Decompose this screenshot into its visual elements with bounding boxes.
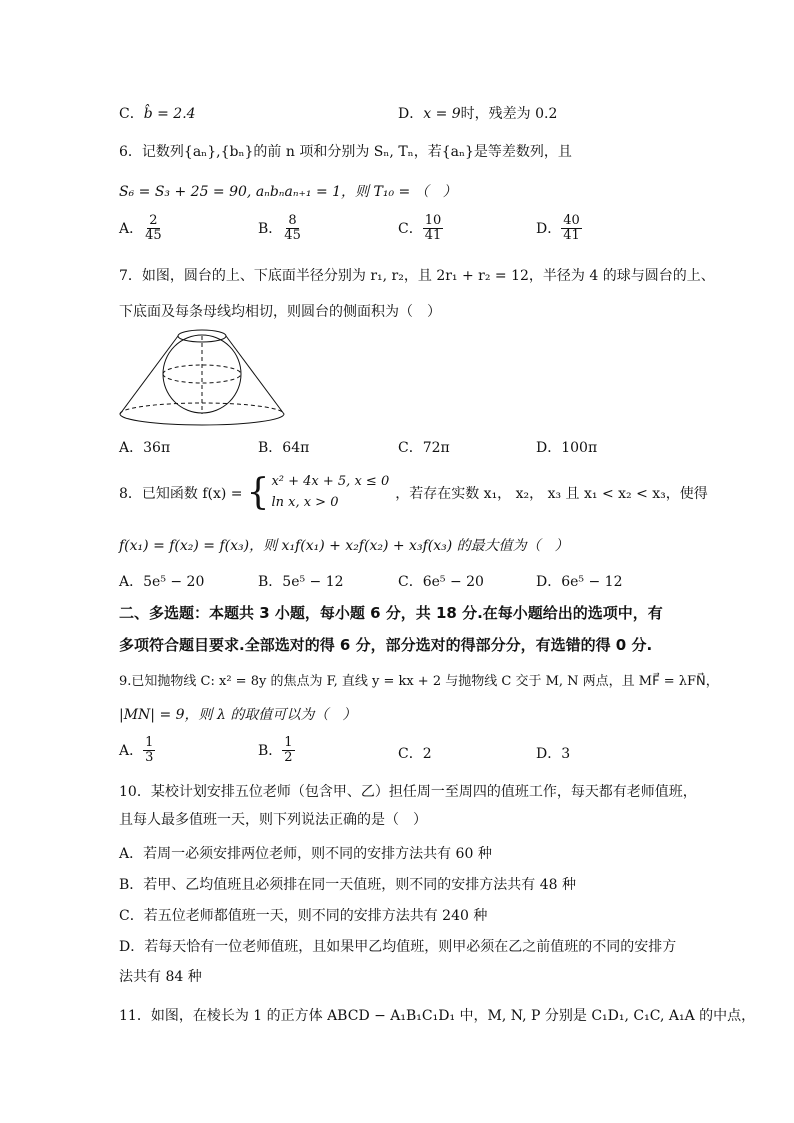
frustum-figure <box>114 324 290 428</box>
q7-option-b: B．64π <box>258 440 310 456</box>
q9-stem-line1: 9.已知抛物线 C: x² = 8y 的焦点为 F, 直线 y = kx + 2 与抛物线 C 交于 M, N 两点，且 MF⃗ = λFN⃗， <box>119 674 719 689</box>
piecewise-brace: { <box>246 471 270 513</box>
q9-option-d: D．3 <box>536 746 571 762</box>
q8-option-d: D．6e⁵ − 12 <box>536 574 623 590</box>
q11-stem: 11．如图，在棱长为 1 的正方体 ABCD − A₁B₁C₁D₁ 中，M, N, P 分别是 C₁D₁, C₁C, A₁A 的中点， <box>119 1008 756 1024</box>
q10-option-c: C．若五位老师都值班一天，则不同的安排方法共有 240 种 <box>119 908 488 924</box>
q8-option-b: B．5e⁵ − 12 <box>258 574 344 590</box>
q9-option-b: B． $\frac{1}{2}$ <box>258 735 293 766</box>
q7-stem-line1: 7．如图，圆台的上、下底面半径分别为 r₁, r₂，且 2r₁ + r₂ = 12，半径为 4 的球与圆台的上、 <box>119 268 715 284</box>
q10-option-a: A．若周一必须安排两位老师，则不同的安排方法共有 60 种 <box>119 846 492 862</box>
q7-option-d: D．100π <box>536 440 598 456</box>
q9-stem-line2: |MN| = 9，则 λ 的取值可以为（ ） <box>119 707 357 723</box>
q6-condition: S₆ = S₃ + 25 = 90, aₙbₙaₙ₊₁ = 1，则 T₁₀ = （ ） <box>119 184 457 200</box>
q8-condition: f(x₁) = f(x₂) = f(x₃)，则 x₁f(x₁) + x₂f(x₂) + x₃f(x₃) 的最大值为（ ） <box>119 538 569 554</box>
q8-option-a: A．5e⁵ − 20 <box>119 574 205 590</box>
section2-heading-line2: 多项符合题目要求.全部选对的得 6 分，部分选对的得部分分，有选错的得 0 分. <box>119 636 653 654</box>
q10-stem-line1: 10．某校计划安排五位老师（包含甲、乙）担任周一至周四的值班工作，每天都有老师值班， <box>119 784 697 800</box>
q10-option-d-line1: D．若每天恰有一位老师值班，且如果甲乙均值班，则甲必须在乙之前值班的不同的安排方 <box>119 939 677 955</box>
q6-option-c: C． $\frac{10}{41}$ <box>398 213 442 244</box>
piecewise-case2: ln x, x > 0 <box>271 494 339 510</box>
q10-option-b: B．若甲、乙均值班且必须排在同一天值班，则不同的安排方法共有 48 种 <box>119 877 577 893</box>
q9-option-c: C．2 <box>398 746 432 762</box>
q7-option-c: C．72π <box>398 440 450 456</box>
q6-option-b: B． $\frac{8}{45}$ <box>258 213 301 244</box>
q8-option-c: C．6e⁵ − 20 <box>398 574 484 590</box>
q10-stem-line2: 且每人最多值班一天，则下列说法正确的是（ ） <box>119 812 427 828</box>
q5-option-c: C．b̂ = 2.4 <box>119 106 196 122</box>
piecewise-case1: x² + 4x + 5, x ≤ 0 <box>271 474 390 489</box>
q5-option-d: D．x = 9时，残差为 0.2 <box>398 106 558 122</box>
q6-stem: 6．记数列{aₙ},{bₙ}的前 n 项和分别为 Sₙ, Tₙ，若{aₙ}是等差数列，且 <box>119 144 572 160</box>
q8-stem: 8．已知函数 f(x) = { x² + 4x + 5, x ≤ 0 ln x, x > 0 ，若存在实数 x₁， x₂， x₃ 且 x₁ < x₂ < x₃，使得 <box>119 471 708 513</box>
q7-stem-line2: 下底面及每条母线均相切，则圆台的侧面积为（ ） <box>119 304 441 320</box>
q6-option-a: A． $\frac{2}{45}$ <box>119 213 162 244</box>
q9-option-a: A． $\frac{1}{3}$ <box>119 735 154 766</box>
section2-heading-line1: 二、多选题：本题共 3 小题，每小题 6 分，共 18 分.在每小题给出的选项中，有 <box>119 604 663 622</box>
q6-option-d: D． $\frac{40}{41}$ <box>536 213 580 244</box>
q10-option-d-line2: 法共有 84 种 <box>119 969 202 985</box>
q7-option-a: A．36π <box>119 440 171 456</box>
